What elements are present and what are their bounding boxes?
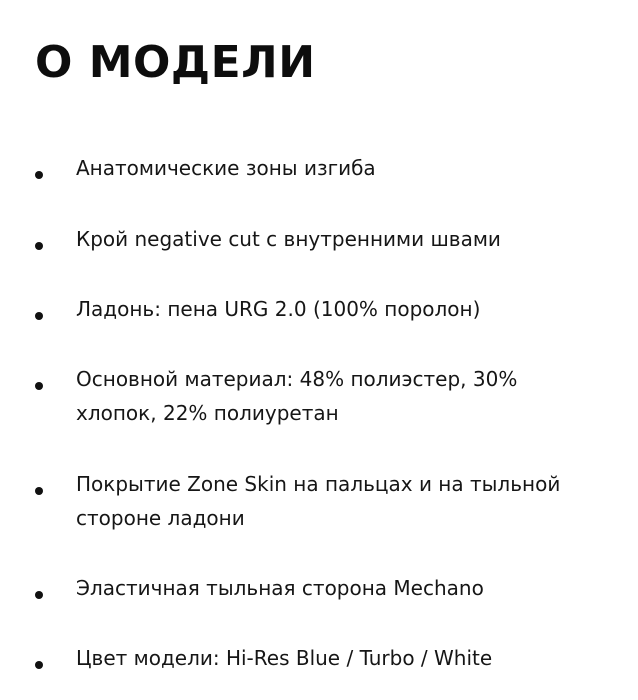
feature-text xyxy=(76,571,606,605)
feature-text xyxy=(76,151,606,185)
feature-line: хлопок, 22% полиуретан xyxy=(76,401,339,425)
bullet-dot-icon xyxy=(35,312,43,320)
feature-line: Ладонь: пена URG 2.0 (100% поролон) xyxy=(76,297,481,321)
feature-line: Анатомические зоны изгиба xyxy=(76,156,376,180)
bullet-dot-icon xyxy=(35,242,43,250)
bullet-dot-icon xyxy=(35,591,43,599)
feature-line: Эластичная тыльная сторона Mechano xyxy=(76,576,484,600)
bullet-dot-icon xyxy=(35,171,43,179)
feature-line: Крой negative cut с внутренними швами xyxy=(76,227,501,251)
feature-line: стороне ладони xyxy=(76,506,245,530)
feature-text xyxy=(76,222,606,256)
bullet-dot-icon xyxy=(35,661,43,669)
feature-line: Покрытие Zone Skin на пальцах и на тыльной xyxy=(76,472,561,496)
feature-text xyxy=(76,641,606,675)
section-heading: О МОДЕЛИ xyxy=(35,37,316,88)
feature-text xyxy=(76,362,606,430)
feature-line: Основной материал: 48% полиэстер, 30% xyxy=(76,367,518,391)
feature-line: Цвет модели: Hi-Res Blue / Turbo / White xyxy=(76,646,493,670)
feature-text xyxy=(76,467,606,535)
feature-text xyxy=(76,292,606,326)
bullet-dot-icon xyxy=(35,382,43,390)
bullet-dot-icon xyxy=(35,487,43,495)
